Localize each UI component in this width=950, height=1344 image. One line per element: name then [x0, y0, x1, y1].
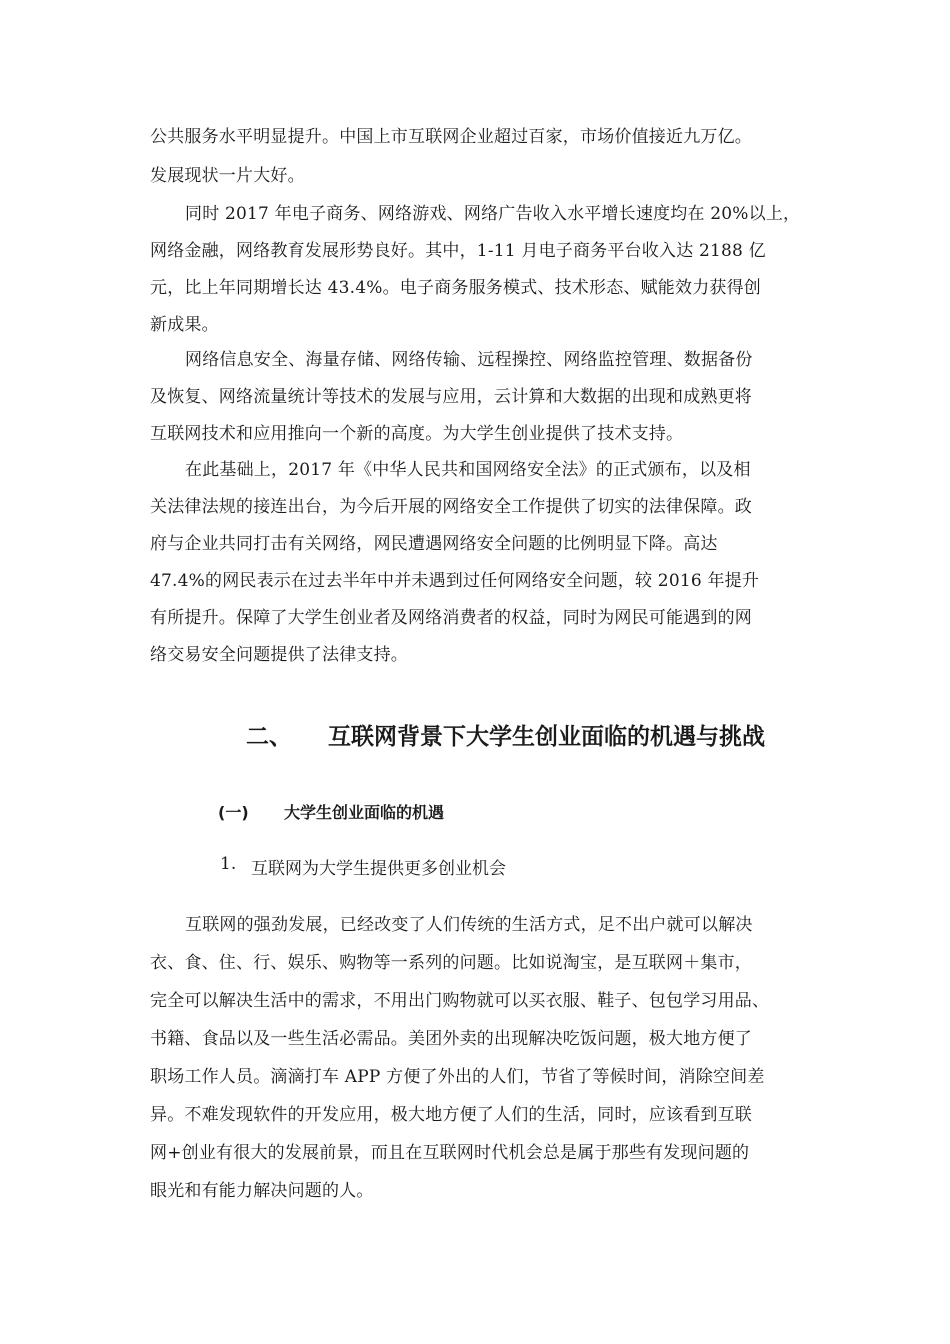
paragraph-2-line-1: 同时 2017 年电子商务、网络游戏、网络广告收入水平增长速度均在 20%以上， — [185, 204, 801, 224]
item-number: 1. — [220, 854, 237, 874]
paragraph-1-line-1: 公共服务水平明显提升。中国上市互联网企业超过百家，市场价值接近九万亿。 — [150, 127, 752, 147]
final-paragraph-line-4: 书籍、食品以及一些生活必需品。美团外卖的出现解决吃饭问题，极大地方便了 — [150, 1029, 752, 1049]
paragraph-3-line-1: 网络信息安全、海量存储、网络传输、远程操控、网络监控管理、数据备份 — [185, 350, 753, 370]
paragraph-2-line-4: 新成果。 — [150, 315, 219, 335]
subsection-title: 大学生创业面临的机遇 — [284, 803, 445, 822]
item-title: 互联网为大学生提供更多创业机会 — [251, 859, 506, 879]
final-paragraph-line-7: 网+创业有很大的发展前景，而且在互联网时代机会总是属于那些有发现问题的 — [150, 1143, 750, 1163]
paragraph-4-line-4: 47.4%的网民表示在过去半年中并未遇到过任何网络安全问题，较 2016 年提升 — [150, 571, 760, 591]
section-title: 互联网背景下大学生创业面临的机遇与挑战 — [328, 724, 765, 750]
paragraph-3-line-3: 互联网技术和应用推向一个新的高度。为大学生创业提供了技术支持。 — [150, 424, 684, 444]
paragraph-2-line-3: 元，比上年同期增长达 43.4%。电子商务服务模式、技术形态、赋能效力获得创 — [150, 278, 762, 298]
final-paragraph-line-8: 眼光和有能力解决问题的人。 — [150, 1181, 374, 1201]
subsection-number: (一) — [218, 803, 249, 822]
final-paragraph-line-6: 异。不难发现软件的开发应用，极大地方便了人们的生活，同时，应该看到互联 — [150, 1105, 752, 1125]
item-heading — [0, 852, 950, 880]
paragraph-3-line-2: 及恢复、网络流量统计等技术的发展与应用，云计算和大数据的出现和成熟更将 — [150, 387, 752, 407]
final-paragraph-line-2: 衣、食、住、行、娱乐、购物等一系列的问题。比如说淘宝，是互联网＋集市， — [150, 953, 752, 973]
paragraph-4-line-1: 在此基础上，2017 年《中华人民共和国网络安全法》的正式颁布，以及相 — [185, 460, 751, 480]
final-paragraph-line-3: 完全可以解决生活中的需求，不用出门购物就可以买衣服、鞋子、包包学习用品、 — [150, 991, 770, 1011]
paragraph-4-line-6: 络交易安全问题提供了法律支持。 — [150, 645, 408, 665]
subsection-heading — [0, 798, 950, 826]
paragraph-4-line-2: 关法律法规的接连出台，为今后开展的网络安全工作提供了切实的法律保障。政 — [150, 497, 752, 517]
final-paragraph-line-5: 职场工作人员。滴滴打车 APP 方便了外出的人们，节省了等候时间，消除空间差 — [150, 1067, 765, 1087]
section-heading — [0, 712, 950, 752]
paragraph-4-line-3: 府与企业共同打击有关网络，网民遭遇网络安全问题的比例明显下降。高达 — [150, 534, 718, 554]
paragraph-1-line-2: 发展现状一片大好。 — [150, 166, 305, 186]
section-number: 二、 — [246, 724, 292, 750]
final-paragraph-line-1: 互联网的强劲发展，已经改变了人们传统的生活方式，足不出户就可以解决 — [185, 915, 753, 935]
paragraph-4-line-5: 有所提升。保障了大学生创业者及网络消费者的权益，同时为网民可能遇到的网 — [150, 608, 752, 628]
paragraph-2-line-2: 网络金融，网络教育发展形势良好。其中，1-11 月电子商务平台收入达 2188 亿 — [150, 241, 766, 261]
